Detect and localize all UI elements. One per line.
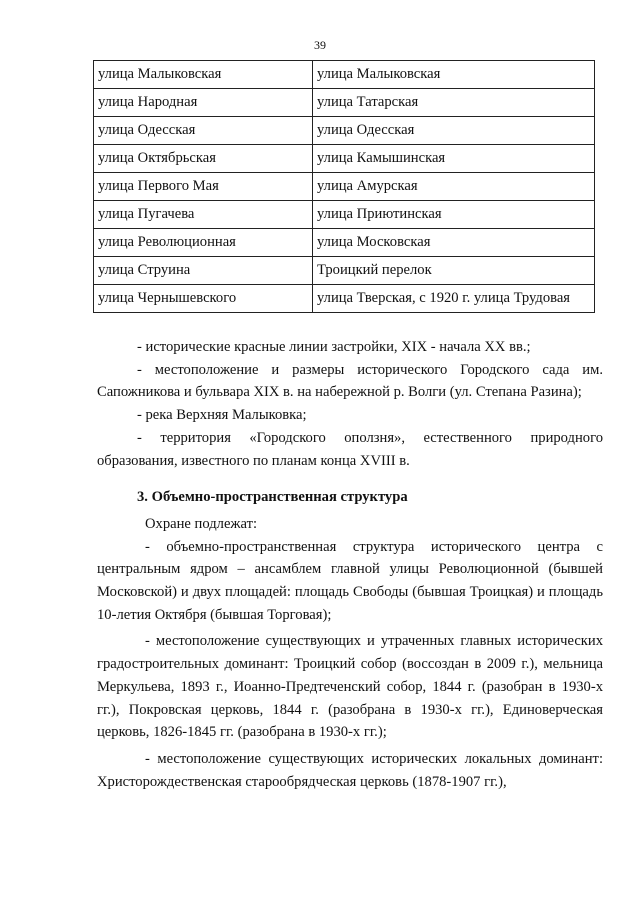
table-row: [94, 173, 595, 201]
table-row: [94, 201, 595, 229]
table-cell-old-name: улица Одесская: [94, 117, 313, 145]
table-cell-historic-name: улица Тверская, с 1920 г. улица Трудовая: [313, 285, 595, 313]
table-cell-historic-name: улица Малыковская: [313, 61, 595, 89]
paragraph-main-dominants: - местоположение существующих и утраченных главных исторических градостроительных доминант: Троицкий собор (воссоздан в 2009 г.), мельница Меркульева, 1893 г., Иоанно-Предтеченский собор, 1844 г. (разобран в 1930-х гг.), Покровская церковь, 1844 г. (разобрана в 1930-х гг.), Единоверческая церковь, 1826-1845 гг. (разобрана в 1930-х гг.);: [97, 633, 603, 741]
paragraph-landslide: - территория «Городского оползня», естественного природного образования, известного по планам конца XVIII в.: [97, 429, 603, 469]
table-row: [94, 257, 595, 285]
table-cell-historic-name: Троицкий перелок: [313, 257, 595, 285]
table-cell-historic-name: улица Одесская: [313, 117, 595, 145]
table-cell-old-name: улица Революционная: [94, 229, 313, 257]
table-cell-historic-name: улица Татарская: [313, 89, 595, 117]
paragraph-city-garden: - местоположение и размеры исторического Городского сада им. Сапожникова и бульвара XIX в. на набережной р. Волги (ул. Степана Разина);: [97, 361, 603, 401]
table-row: [94, 89, 595, 117]
street-names-table: [93, 60, 595, 313]
table-cell-historic-name: улица Амурская: [313, 173, 595, 201]
table-row: [94, 61, 595, 89]
paragraph-red-lines: - исторические красные линии застройки, XIX - начала XX вв.;: [137, 339, 531, 355]
table-row: [94, 285, 595, 313]
table-cell-old-name: улица Октябрьская: [94, 145, 313, 173]
paragraph-local-dominants: - местоположение существующих исторических локальных доминант: Христорождественская старообрядческая церковь (1878-1907 гг.),: [97, 750, 603, 790]
table-cell-old-name: улица Пугачева: [94, 201, 313, 229]
paragraph-river: - река Верхняя Малыковка;: [137, 407, 307, 424]
page-number: 39: [314, 38, 326, 52]
table-row: [94, 117, 595, 145]
table-cell-old-name: улица Малыковская: [94, 61, 313, 89]
section-heading: 3. Объемно-пространственная структура: [137, 489, 408, 506]
table-cell-old-name: улица Струина: [94, 257, 313, 285]
table-cell-historic-name: улица Московская: [313, 229, 595, 257]
paragraph-protected-intro: Охране подлежат:: [145, 515, 258, 532]
table-row: [94, 229, 595, 257]
table-cell-old-name: улица Народная: [94, 89, 313, 117]
table-cell-historic-name: улица Камышинская: [313, 145, 595, 173]
table-cell-old-name: улица Первого Мая: [94, 173, 313, 201]
table-row: [94, 145, 595, 173]
paragraph-spatial-structure: - объемно-пространственная структура исторического центра с центральным ядром – ансамблем главной улицы Революционной (бывшей Московской) и двух площадей: площадь Свободы (бывшая Троицкая) и площадь 10-летия Октября (бывшая Торговая);: [97, 538, 603, 623]
table-cell-historic-name: улица Приютинская: [313, 201, 595, 229]
document-body: [97, 336, 603, 793]
table-cell-old-name: улица Чернышевского: [94, 285, 313, 313]
